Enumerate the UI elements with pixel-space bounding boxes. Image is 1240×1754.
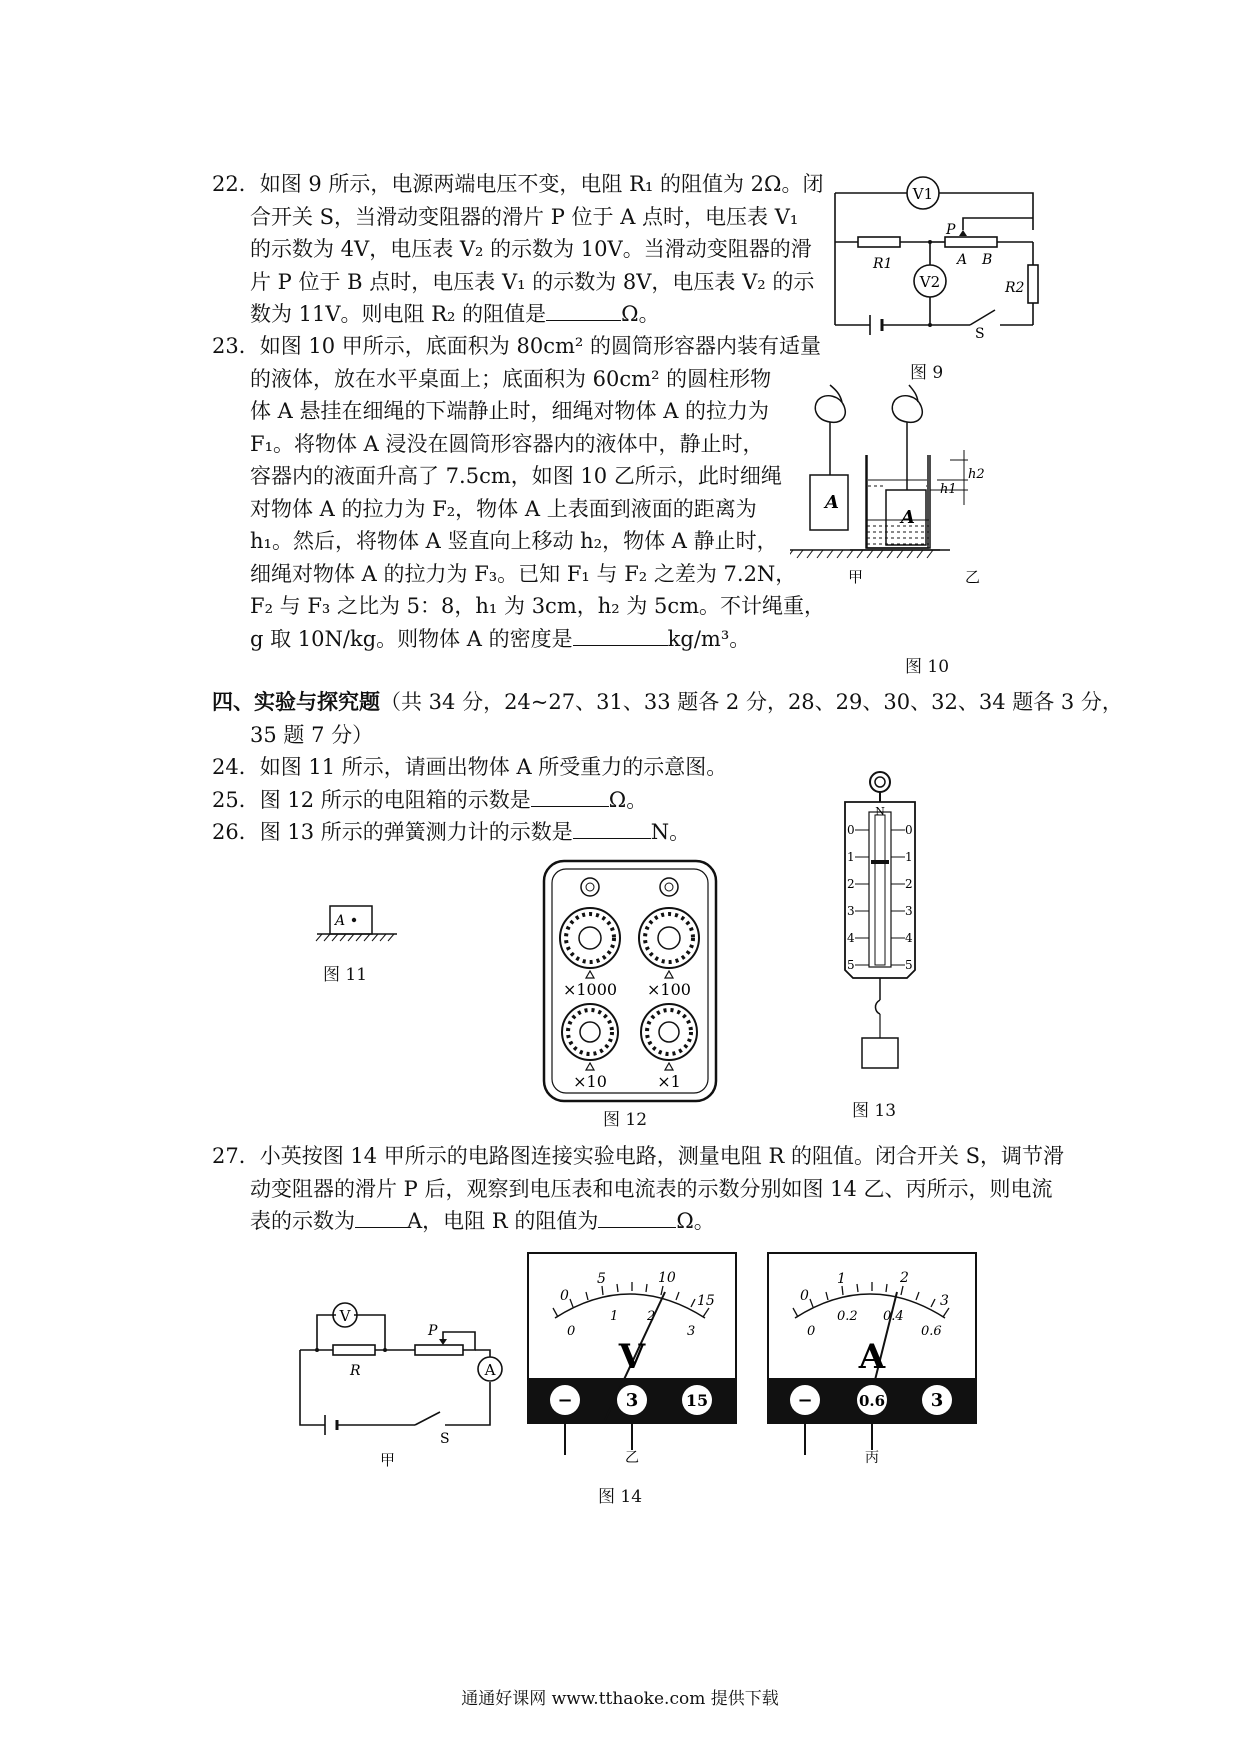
fig13-caption: 图 13 xyxy=(852,1101,897,1121)
fig9-r2-label: R2 xyxy=(1005,280,1025,296)
vm-upper-15: 15 xyxy=(697,1293,715,1309)
vm-upper-10: 10 xyxy=(658,1270,676,1286)
vm-upper-0: 0 xyxy=(560,1288,569,1304)
am-lower-04: 0.4 xyxy=(883,1309,904,1324)
fig12-mult-x1000: ×1000 xyxy=(562,980,618,999)
vm-terminal-neg[interactable] xyxy=(550,1385,580,1415)
q27-line-3a: 表的示数为 xyxy=(250,1209,355,1233)
q22-line-1: 22．如图 9 所示，电源两端电压不变，电阻 R₁ 的阻值为 2Ω。闭 xyxy=(212,172,824,196)
fig10-block-a-right: A xyxy=(901,507,915,528)
q23-unit: kg/m³。 xyxy=(667,626,751,651)
figure-14-ammeter xyxy=(765,1250,980,1465)
figure-12-resistance-box xyxy=(540,857,720,1107)
fig13-right-2: 2 xyxy=(905,877,913,891)
q22-line-3: 的示数为 4V，电压表 V₂ 的示数为 10V。当滑动变阻器的滑 xyxy=(250,237,812,261)
q26-unit: N。 xyxy=(650,820,691,844)
q23-answer-blank[interactable] xyxy=(573,623,668,646)
fig14-sub-b: 乙 xyxy=(625,1450,639,1465)
vm-lower-2: 2 xyxy=(647,1309,656,1324)
q27-line-2: 动变阻器的滑片 P 后，观察到电压表和电流表的示数分别如图 14 乙、丙所示，则电流 xyxy=(250,1176,1053,1201)
svg-text:−: − xyxy=(557,1390,573,1411)
am-lower-06: 0.6 xyxy=(921,1324,942,1339)
fig9-p-label: P xyxy=(946,222,956,238)
q22-line-5: 数为 11V。则电阻 R₂ 的阻值是 xyxy=(250,302,547,326)
q22-unit: Ω。 xyxy=(621,302,660,326)
fig10-h2-label: h2 xyxy=(968,467,985,482)
q23-line-2: 的液体，放在水平桌面上；底面积为 60cm² 的圆柱形物 xyxy=(250,366,772,391)
fig9-caption: 图 9 xyxy=(910,363,944,383)
fig14-sub-c: 丙 xyxy=(865,1450,879,1465)
voltmeter-symbol: V xyxy=(618,1337,646,1377)
vm-upper-5: 5 xyxy=(597,1271,606,1287)
q24-text: 24．如图 11 所示，请画出物体 A 所受重力的示意图。 xyxy=(212,755,728,779)
q23-line-3: 体 A 悬挂在细绳的下端静止时，细绳对物体 A 的拉力为 xyxy=(250,399,770,423)
fig9-s-label: S xyxy=(975,326,985,342)
vm-terminal-3[interactable] xyxy=(617,1385,647,1415)
fig13-ticks xyxy=(855,830,905,965)
figure-10-containers xyxy=(790,380,1050,640)
q25-unit: Ω。 xyxy=(608,787,648,812)
svg-text:−: − xyxy=(797,1390,813,1411)
svg-text:3: 3 xyxy=(930,1390,944,1411)
q23-line-8: 细绳对物体 A 的拉力为 F₃。已知 F₁ 与 F₂ 之差为 7.2N， xyxy=(250,561,797,586)
question-27 xyxy=(212,1140,1064,1238)
q27-unit: Ω。 xyxy=(676,1209,715,1233)
q23-line-10: g 取 10N/kg。则物体 A 的密度是 xyxy=(250,626,573,651)
section-4-title: 四、实验与探究题 xyxy=(212,689,380,714)
section-4-line-1: （共 34 分，24~27、31、33 题各 2 分，28、29、30、32、34 题各 3 分， xyxy=(380,690,1123,714)
fig14-v-label: V xyxy=(339,1307,351,1325)
q22-line-4: 片 P 位于 B 点时，电压表 V₁ 的示数为 8V，电压表 V₂ 的示 xyxy=(250,269,815,294)
q27-current-blank[interactable] xyxy=(355,1205,407,1228)
q25-text: 25．图 12 所示的电阻箱的示数是 xyxy=(212,787,531,812)
am-upper-2: 2 xyxy=(900,1270,909,1286)
fig9-b-label: B xyxy=(982,252,993,268)
vm-lower-3: 3 xyxy=(687,1324,696,1339)
q25-answer-blank[interactable] xyxy=(531,784,609,807)
q23-line-4: F₁。将物体 A 浸没在圆筒形容器内的液体中，静止时， xyxy=(250,431,764,456)
section-4-line-2: 35 题 7 分） xyxy=(250,722,374,747)
fig13-right-4: 4 xyxy=(905,931,913,945)
questions-24-26 xyxy=(212,751,727,849)
q23-line-9: F₂ 与 F₃ 之比为 5：8，h₁ 为 3cm，h₂ 为 5cm。不计绳重， xyxy=(250,594,826,618)
q27-line-3b: A，电阻 R 的阻值为 xyxy=(407,1209,599,1233)
fig13-unit-label: N xyxy=(875,805,885,818)
am-lower-0: 0 xyxy=(807,1324,816,1339)
fig14-s-label: S xyxy=(440,1431,450,1447)
fig12-mult-x1: ×1 xyxy=(657,1072,681,1091)
am-terminal-3[interactable] xyxy=(922,1385,952,1415)
svg-text:15: 15 xyxy=(685,1391,709,1410)
am-lower-02: 0.2 xyxy=(837,1309,858,1324)
fig9-v2-label: V2 xyxy=(919,273,941,291)
vm-lower-1: 1 xyxy=(610,1309,619,1324)
fig13-right-3: 3 xyxy=(905,904,913,918)
fig10-h1-label: h1 xyxy=(940,482,957,497)
am-upper-0: 0 xyxy=(800,1288,809,1304)
fig14-p-label: P xyxy=(428,1323,438,1339)
fig13-pointer xyxy=(871,860,889,864)
question-23 xyxy=(212,330,825,655)
page-footer: 通通好课网 www.tthaoke.com 提供下载 xyxy=(461,1689,779,1709)
q23-line-5: 容器内的液面升高了 7.5cm，如图 10 乙所示，此时细绳 xyxy=(250,464,782,488)
fig14-a-label: A xyxy=(484,1361,496,1379)
figure-11-block xyxy=(312,900,402,955)
dial-x1000[interactable] xyxy=(560,908,620,968)
fig13-right-1: 1 xyxy=(905,850,913,864)
q27-line-1: 27．小英按图 14 甲所示的电路图连接实验电路，测量电阻 R 的阻值。闭合开关 S，调节滑 xyxy=(212,1144,1065,1168)
fig14-sub-a: 甲 xyxy=(380,1451,396,1469)
fig10-caption: 图 10 xyxy=(905,657,950,677)
fig11-caption: 图 11 xyxy=(323,965,368,985)
dial-x1[interactable] xyxy=(641,1004,697,1060)
fig13-left-1: 1 xyxy=(847,850,855,864)
fig12-mult-x100: ×100 xyxy=(647,980,691,999)
vm-terminal-15[interactable] xyxy=(682,1385,712,1415)
q22-answer-blank[interactable] xyxy=(546,298,621,321)
fig14-r-label: R xyxy=(350,1363,361,1379)
fig10-sub-right: 乙 xyxy=(965,568,981,586)
fig13-right-0: 0 xyxy=(905,823,913,837)
fig13-left-5: 5 xyxy=(847,958,855,972)
am-terminal-06[interactable] xyxy=(857,1385,887,1415)
dial-x10[interactable] xyxy=(562,1004,618,1060)
am-upper-1: 1 xyxy=(837,1271,846,1287)
fig13-right-5: 5 xyxy=(905,958,913,972)
am-upper-3: 3 xyxy=(940,1293,949,1309)
q26-answer-blank[interactable] xyxy=(573,816,651,839)
figure-14-circuit xyxy=(295,1290,515,1470)
q23-line-1: 23．如图 10 甲所示，底面积为 80cm² 的圆筒形容器内装有适量 xyxy=(212,334,821,358)
fig14-caption: 图 14 xyxy=(598,1487,643,1507)
q22-line-2: 合开关 S，当滑动变阻器的滑片 P 位于 A 点时，电压表 V₁ xyxy=(250,204,799,229)
fig13-left-0: 0 xyxy=(847,823,855,837)
fig10-sub-left: 甲 xyxy=(848,568,864,586)
section-4-heading xyxy=(212,686,1123,751)
fig13-left-4: 4 xyxy=(847,931,855,945)
q23-line-7: h₁。然后，将物体 A 竖直向上移动 h₂，物体 A 静止时， xyxy=(250,529,778,553)
fig12-mult-x10: ×10 xyxy=(573,1072,607,1091)
ammeter-symbol: A xyxy=(858,1337,886,1377)
q27-resistance-blank[interactable] xyxy=(598,1205,676,1228)
dial-x100[interactable] xyxy=(639,908,699,968)
figure-13-spring-scale xyxy=(835,770,925,1080)
question-22 xyxy=(212,168,823,331)
fig9-v1-label: V1 xyxy=(912,185,934,203)
figure-9-circuit xyxy=(830,170,1060,360)
q23-line-6: 对物体 A 的拉力为 F₂，物体 A 上表面到液面的距离为 xyxy=(250,496,757,521)
am-terminal-neg[interactable] xyxy=(790,1385,820,1415)
fig13-left-3: 3 xyxy=(847,904,855,918)
fig12-caption: 图 12 xyxy=(603,1110,648,1130)
fig9-a-label: A xyxy=(957,252,968,268)
fig11-block-label: A xyxy=(335,913,346,929)
figure-14-voltmeter xyxy=(525,1250,740,1465)
svg-text:0.6: 0.6 xyxy=(858,1392,886,1410)
svg-text:3: 3 xyxy=(625,1390,639,1411)
fig10-block-a-left: A xyxy=(825,492,839,513)
vm-lower-0: 0 xyxy=(567,1324,576,1339)
q26-text: 26．图 13 所示的弹簧测力计的示数是 xyxy=(212,820,573,844)
fig13-left-2: 2 xyxy=(847,877,855,891)
fig9-r1-label: R1 xyxy=(873,256,893,272)
